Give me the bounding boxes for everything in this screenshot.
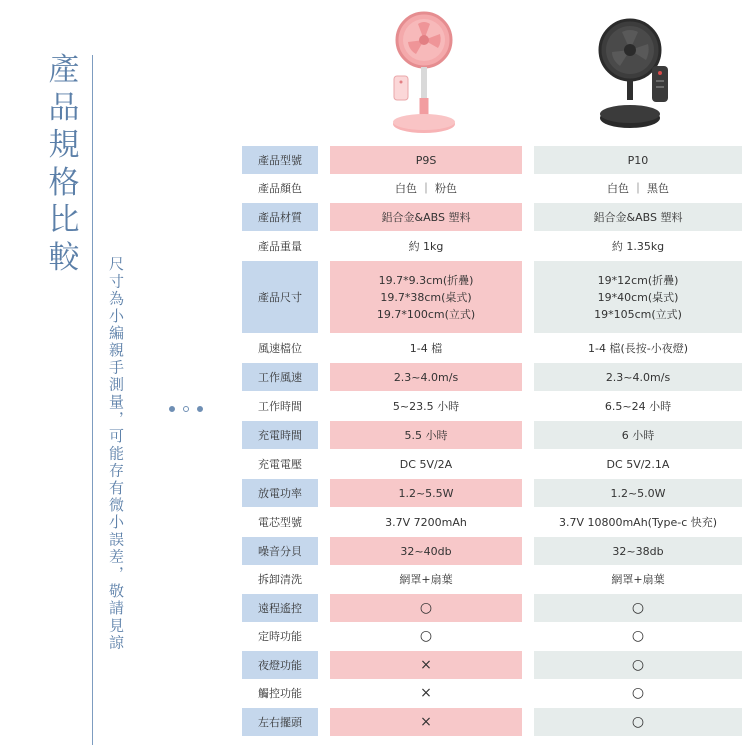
p10-circle-icon: ○ bbox=[631, 685, 645, 701]
p9s-value: 19.7*9.3cm(折疊) 19.7*38cm(桌式) 19.7*100cm(立式) bbox=[330, 261, 522, 333]
p10-value: 19*12cm(折疊) 19*40cm(桌式) 19*105cm(立式) bbox=[534, 261, 742, 333]
p10-value: 1-4 檔(長按-小夜燈) bbox=[587, 342, 688, 355]
p10-value: P10 bbox=[534, 146, 742, 174]
table-row bbox=[240, 565, 750, 593]
row-label: 充電電壓 bbox=[258, 458, 302, 471]
row-label: 工作時間 bbox=[258, 400, 302, 413]
row-label: 產品型號 bbox=[242, 146, 318, 174]
p9s-value: 5~23.5 小時 bbox=[392, 400, 460, 413]
table-row bbox=[240, 174, 750, 202]
p10-value: 6 小時 bbox=[534, 421, 742, 449]
dot-icon bbox=[197, 406, 203, 412]
row-label: 風速檔位 bbox=[258, 342, 302, 355]
p9s-value: 2.3~4.0m/s bbox=[330, 363, 522, 391]
table-row bbox=[240, 146, 750, 174]
table-row bbox=[240, 679, 750, 707]
page-title: 產 品 規 格 比 較 bbox=[48, 52, 80, 276]
row-label: 噪音分貝 bbox=[242, 537, 318, 565]
p9s-value: 1.2~5.5W bbox=[330, 479, 522, 507]
table-row bbox=[240, 203, 750, 231]
table-row bbox=[240, 261, 750, 333]
p10-fan-image bbox=[592, 10, 678, 132]
row-label: 定時功能 bbox=[258, 630, 302, 643]
table-row bbox=[240, 708, 750, 736]
row-label: 產品尺寸 bbox=[242, 261, 318, 333]
p10-value: 網罩+扇葉 bbox=[611, 573, 665, 586]
row-label: 產品重量 bbox=[258, 240, 302, 253]
p10-value: 32~38db bbox=[534, 537, 742, 565]
table-row bbox=[240, 508, 750, 536]
row-label: 觸控功能 bbox=[258, 687, 302, 700]
p10-circle-icon: ○ bbox=[534, 708, 742, 736]
p9s-cross-icon: × bbox=[330, 651, 522, 679]
row-label: 左右擺頭 bbox=[242, 708, 318, 736]
p9s-value: P9S bbox=[330, 146, 522, 174]
row-label: 產品顏色 bbox=[258, 182, 302, 195]
p9s-cross-icon: × bbox=[330, 708, 522, 736]
p9s-value: 約 1kg bbox=[408, 240, 444, 253]
dot-icon bbox=[169, 406, 175, 412]
table-row bbox=[240, 594, 750, 622]
p9s-value: 32~40db bbox=[330, 537, 522, 565]
measurement-note: 尺寸為小編親手測量，可能存有微小誤差，敬請見諒 bbox=[107, 256, 125, 652]
row-label: 遠程遙控 bbox=[242, 594, 318, 622]
row-label: 拆卸清洗 bbox=[258, 573, 302, 586]
table-row bbox=[240, 392, 750, 420]
p10-circle-icon: ○ bbox=[534, 594, 742, 622]
table-row bbox=[240, 622, 750, 650]
p9s-value: 3.7V 7200mAh bbox=[385, 515, 467, 529]
table-row bbox=[240, 450, 750, 478]
p9s-circle-icon: ○ bbox=[419, 628, 433, 644]
p10-value: 白色 ｜ 黑色 bbox=[607, 182, 669, 195]
table-row bbox=[240, 232, 750, 260]
p10-value: DC 5V/2.1A bbox=[606, 457, 670, 471]
dot-icon bbox=[183, 406, 189, 412]
p10-circle-icon: ○ bbox=[631, 628, 645, 644]
row-label: 夜燈功能 bbox=[242, 651, 318, 679]
p10-value: 3.7V 10800mAh(Type-c 快充) bbox=[558, 516, 718, 529]
p9s-value: 5.5 小時 bbox=[330, 421, 522, 449]
p10-value: 鋁合金&ABS 塑料 bbox=[534, 203, 742, 231]
table-row bbox=[240, 479, 750, 507]
row-label: 電芯型號 bbox=[258, 516, 302, 529]
table-row bbox=[240, 334, 750, 362]
p10-circle-icon: ○ bbox=[534, 651, 742, 679]
table-row bbox=[240, 537, 750, 565]
table-row bbox=[240, 421, 750, 449]
divider-line bbox=[92, 55, 93, 745]
table-row bbox=[240, 651, 750, 679]
p9s-value: 白色 ｜ 粉色 bbox=[395, 182, 457, 195]
p9s-circle-icon: ○ bbox=[330, 594, 522, 622]
p9s-value: 1-4 檔 bbox=[409, 342, 443, 355]
p10-value: 約 1.35kg bbox=[611, 240, 665, 253]
p9s-value: 鋁合金&ABS 塑料 bbox=[330, 203, 522, 231]
table-row bbox=[240, 363, 750, 391]
row-label: 放電功率 bbox=[242, 479, 318, 507]
p10-value: 1.2~5.0W bbox=[534, 479, 742, 507]
p10-value: 6.5~24 小時 bbox=[604, 400, 672, 413]
p9s-cross-icon: × bbox=[420, 685, 432, 701]
p9s-value: DC 5V/2A bbox=[399, 457, 453, 471]
decorative-dots bbox=[169, 406, 203, 412]
p9s-value: 網罩+扇葉 bbox=[399, 573, 453, 586]
row-label: 充電時間 bbox=[242, 421, 318, 449]
p10-value: 2.3~4.0m/s bbox=[534, 363, 742, 391]
row-label: 產品材質 bbox=[242, 203, 318, 231]
row-label: 工作風速 bbox=[242, 363, 318, 391]
p9s-fan-image bbox=[382, 10, 464, 138]
